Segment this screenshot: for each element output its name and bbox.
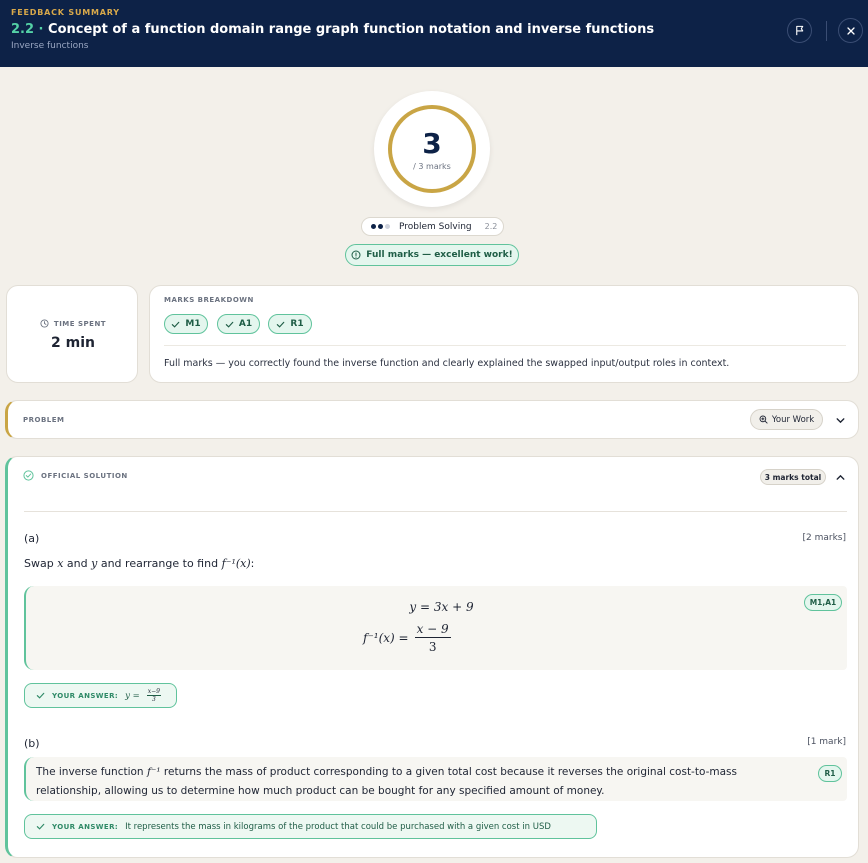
chevron-down-icon bbox=[835, 415, 846, 426]
your-answer-b bbox=[24, 814, 597, 839]
fraction-numerator: x − 9 bbox=[416, 622, 449, 636]
math-var: y bbox=[91, 557, 98, 570]
your-answer-a bbox=[24, 683, 177, 708]
mark-chip bbox=[268, 314, 312, 334]
section-number: 2.2 · bbox=[11, 22, 44, 37]
header-divider bbox=[826, 21, 827, 41]
marks-breakdown-label: MARKS BREAKDOWN bbox=[164, 296, 254, 304]
your-answer-label: YOUR ANSWER: bbox=[52, 822, 119, 831]
check-icon bbox=[225, 320, 234, 329]
mark-chip bbox=[217, 314, 260, 334]
page-title bbox=[11, 22, 654, 37]
expand-toggle[interactable] bbox=[833, 413, 847, 427]
equation-line-1: y = 3x + 9 bbox=[409, 600, 474, 614]
title-text: Concept of a function domain range graph function notation and inverse functions bbox=[48, 22, 655, 37]
instruction-text: and bbox=[63, 557, 92, 570]
your-answer-fraction bbox=[147, 688, 161, 703]
marks-total-badge: 3 marks total bbox=[760, 469, 826, 485]
divider bbox=[164, 345, 846, 346]
problem-section[interactable] bbox=[5, 400, 859, 439]
skill-dot-filled bbox=[371, 224, 376, 229]
math-expression: f⁻¹ bbox=[146, 766, 161, 778]
equation-line-2 bbox=[363, 622, 451, 654]
time-spent-label-text: TIME SPENT bbox=[53, 319, 107, 328]
chevron-up-icon bbox=[835, 472, 846, 483]
your-work-button[interactable] bbox=[750, 409, 823, 430]
explanation-text-part: The inverse function bbox=[36, 766, 147, 778]
part-b-label: (b) bbox=[24, 737, 40, 750]
check-icon bbox=[276, 320, 285, 329]
header-eyebrow: FEEDBACK SUMMARY bbox=[11, 8, 120, 17]
header-bar bbox=[0, 0, 868, 67]
official-solution-section bbox=[5, 456, 859, 858]
score-ring bbox=[388, 105, 476, 193]
mark-chip-label: M1 bbox=[185, 319, 201, 329]
score-dial bbox=[374, 91, 490, 207]
your-answer-lhs: y = bbox=[125, 690, 140, 701]
your-answer-label: YOUR ANSWER: bbox=[52, 691, 119, 700]
mark-chip-label: A1 bbox=[238, 319, 253, 329]
skill-chip bbox=[361, 217, 504, 236]
check-circle-icon bbox=[23, 470, 34, 481]
mark-tag: R1 bbox=[818, 765, 842, 782]
official-solution-header bbox=[23, 470, 128, 481]
math-var: x bbox=[57, 557, 64, 570]
marks-breakdown-card bbox=[149, 285, 859, 383]
score-out-of: / 3 marks bbox=[413, 162, 451, 171]
time-spent-card bbox=[6, 285, 138, 383]
clock-icon bbox=[40, 319, 49, 328]
skill-dot-empty bbox=[385, 224, 390, 229]
part-a-instruction bbox=[24, 557, 254, 570]
close-icon bbox=[846, 26, 856, 36]
collapse-toggle[interactable] bbox=[833, 470, 847, 484]
fraction-denominator: 3 bbox=[151, 696, 156, 703]
instruction-text: and rearrange to find bbox=[97, 557, 222, 570]
zoom-in-icon bbox=[759, 415, 768, 424]
check-icon bbox=[171, 320, 180, 329]
flag-icon bbox=[794, 25, 805, 36]
score-value: 3 bbox=[422, 127, 442, 160]
explanation-text bbox=[36, 763, 796, 801]
divider bbox=[24, 511, 847, 512]
explanation-text-part: returns the mass of product corresponding to a given total cost because it reverses the original cost-to-mass relationship, allowing us to determine how much product can be bought for any specified amount of money. bbox=[36, 766, 737, 797]
math-expression: f⁻¹(x) bbox=[221, 557, 251, 570]
part-a-marks: [2 marks] bbox=[802, 533, 846, 543]
problem-label: PROBLEM bbox=[23, 416, 65, 424]
page-subtitle: Inverse functions bbox=[11, 41, 89, 51]
time-spent-value: 2 min bbox=[51, 335, 95, 351]
status-badge bbox=[345, 244, 519, 266]
skill-level: 2.2 bbox=[484, 222, 498, 231]
instruction-text: : bbox=[250, 557, 255, 570]
marks-feedback: Full marks — you correctly found the inverse function and clearly explained the swapped input/output roles in context. bbox=[164, 358, 730, 369]
close-button[interactable] bbox=[838, 18, 863, 43]
part-b-marks: [1 mark] bbox=[807, 737, 846, 747]
instruction-text: Swap bbox=[24, 557, 58, 570]
status-text: Full marks — excellent work! bbox=[366, 250, 513, 260]
part-a-label: (a) bbox=[24, 532, 40, 545]
mark-chip bbox=[164, 314, 208, 334]
equation-lhs: f⁻¹(x) = bbox=[363, 631, 409, 645]
mark-tag: M1,A1 bbox=[804, 594, 842, 611]
official-solution-label: OFFICIAL SOLUTION bbox=[41, 471, 128, 480]
check-icon bbox=[36, 822, 45, 831]
time-spent-label bbox=[7, 319, 139, 328]
skill-label: Problem Solving bbox=[399, 221, 472, 232]
info-circle-icon bbox=[351, 250, 361, 260]
your-answer-text: It represents the mass in kilograms of the product that could be purchased with a given cost in USD bbox=[125, 821, 551, 832]
skill-dot-filled bbox=[378, 224, 383, 229]
fraction-denominator: 3 bbox=[428, 640, 437, 654]
fraction-numerator: x−9 bbox=[147, 688, 160, 695]
working-box bbox=[24, 586, 847, 670]
fraction bbox=[415, 622, 451, 654]
explanation-box bbox=[24, 757, 847, 801]
your-work-label: Your Work bbox=[771, 414, 815, 425]
mark-chip-label: R1 bbox=[290, 319, 304, 329]
check-icon bbox=[36, 691, 45, 700]
flag-button[interactable] bbox=[787, 18, 812, 43]
